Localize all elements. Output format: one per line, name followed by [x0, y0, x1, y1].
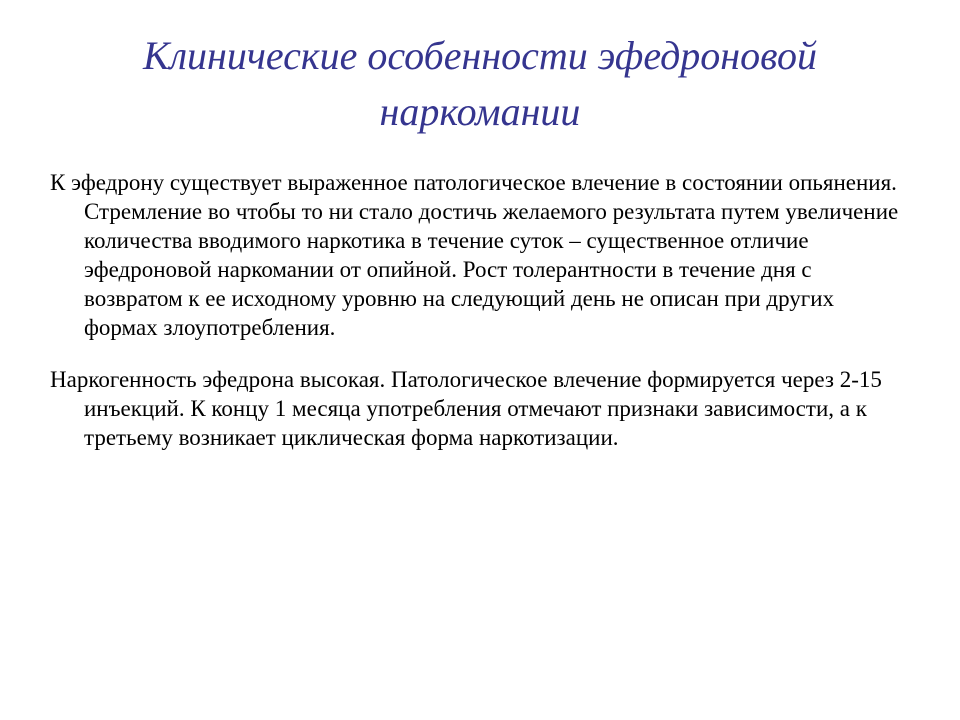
- slide-title: Клинические особенности эфедроновой наркомании: [143, 33, 817, 134]
- paragraph-addictiveness: Наркогенность эфедрона высокая. Патологическое влечение формируется через 2-15 инъекций. К концу 1 месяца употребления отмечают признаки зависимости, а к третьему возникает циклическая форма наркотизации.: [50, 367, 882, 450]
- slide-body: [50, 168, 910, 452]
- paragraph-craving: К эфедрону существует выраженное патологическое влечение в состоянии опьянения. Стремление во чтобы то ни стало достичь желаемого результата путем увеличение количества вводимого наркотика в течение суток – существенное отличие эфедроновой наркомании от опийной. Рост толерантности в течение дня с возвратом к ее исходному уровню на следующий день не описан при других формах злоупотребления.: [50, 170, 899, 340]
